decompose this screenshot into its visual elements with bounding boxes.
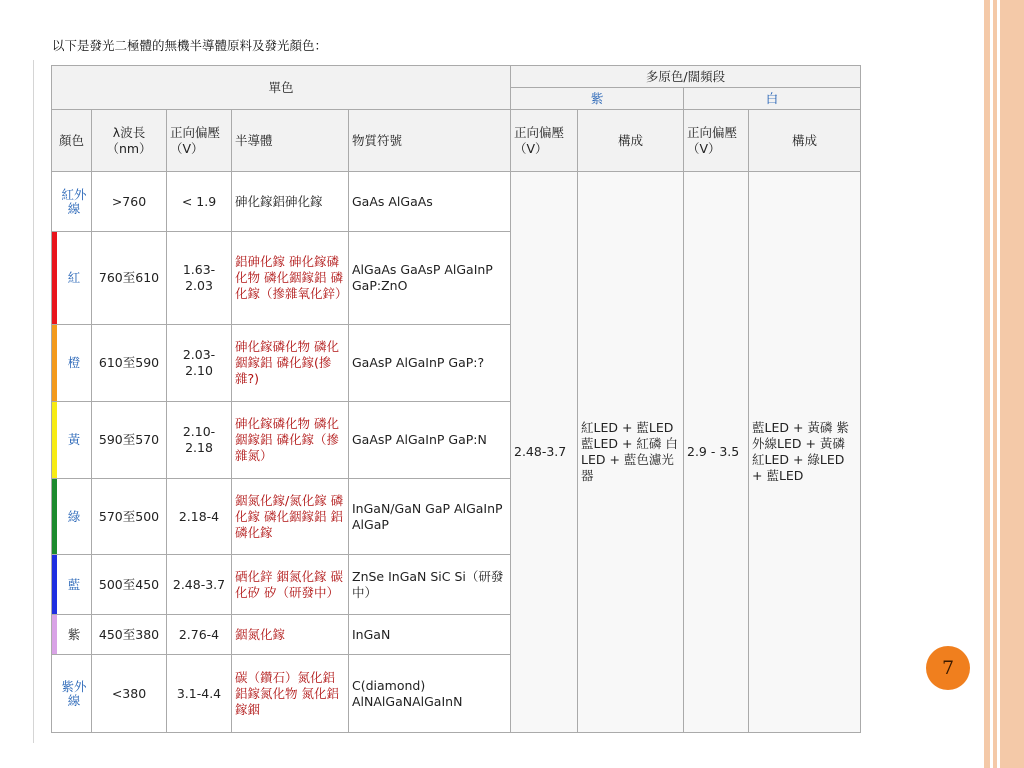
wavelength-cell: 590至570 xyxy=(92,402,167,479)
semiconductor-cell: 硒化鋅 銦氮化鎵 碳化矽 矽（研發中） xyxy=(232,555,349,615)
white-composition: 藍LED + 黃磷 紫外線LED + 黃磷 紅LED + 綠LED + 藍LED xyxy=(749,172,861,733)
color-swatch xyxy=(52,479,57,554)
symbol-cell: InGaN xyxy=(349,615,511,655)
color-cell: 紫外線 xyxy=(52,655,92,733)
color-cell: 紅外線 xyxy=(52,172,92,232)
header-color: 顏色 xyxy=(52,110,92,172)
symbol-cell: ZnSe InGaN SiC Si（研發中） xyxy=(349,555,511,615)
caption: 以下是發光二極體的無機半導體原料及發光顏色： xyxy=(52,38,328,53)
header-semiconductor: 半導體 xyxy=(232,110,349,172)
wavelength-cell: 570至500 xyxy=(92,479,167,555)
color-swatch xyxy=(52,655,57,732)
purple-voltage: 2.48-3.7 xyxy=(511,172,578,733)
color-swatch xyxy=(52,615,57,654)
wavelength-cell: 760至610 xyxy=(92,232,167,325)
symbol-cell: GaAsP AlGaInP GaP:? xyxy=(349,325,511,402)
color-cell: 紅 xyxy=(52,232,92,325)
color-swatch xyxy=(52,232,57,324)
header-composition: 構成 xyxy=(578,110,684,172)
led-material-table xyxy=(51,65,861,733)
header-composition-2: 構成 xyxy=(749,110,861,172)
color-cell: 綠 xyxy=(52,479,92,555)
header-purple: 紫 xyxy=(511,88,684,110)
color-cell: 黃 xyxy=(52,402,92,479)
voltage-cell: 2.48-3.7 xyxy=(167,555,232,615)
color-cell: 紫 xyxy=(52,615,92,655)
header-wavelength: λ波長（nm） xyxy=(92,110,167,172)
decor-stripe xyxy=(984,0,990,768)
voltage-cell: 2.10-2.18 xyxy=(167,402,232,479)
color-cell: 藍 xyxy=(52,555,92,615)
voltage-cell: < 1.9 xyxy=(167,172,232,232)
semiconductor-cell: 銦氮化鎵/氮化鎵 磷化鎵 磷化銦鎵鋁 鋁磷化鎵 xyxy=(232,479,349,555)
table-row xyxy=(52,172,861,232)
semiconductor-cell: 銦氮化鎵 xyxy=(232,615,349,655)
wavelength-cell: 610至590 xyxy=(92,325,167,402)
color-cell: 橙 xyxy=(52,325,92,402)
white-voltage: 2.9 - 3.5 xyxy=(684,172,749,733)
wavelength-cell: <380 xyxy=(92,655,167,733)
symbol-cell: C(diamond) AlNAlGaNAlGaInN xyxy=(349,655,511,733)
voltage-cell: 2.18-4 xyxy=(167,479,232,555)
voltage-cell: 1.63-2.03 xyxy=(167,232,232,325)
header-white: 白 xyxy=(684,88,861,110)
decor-stripe xyxy=(993,0,997,768)
symbol-cell: AlGaAs GaAsP AlGaInP GaP:ZnO xyxy=(349,232,511,325)
wavelength-cell: >760 xyxy=(92,172,167,232)
left-rule xyxy=(33,60,34,743)
symbol-cell: GaAs AlGaAs xyxy=(349,172,511,232)
voltage-cell: 3.1-4.4 xyxy=(167,655,232,733)
color-swatch xyxy=(52,402,57,478)
header-voltage-3: 正向偏壓（V） xyxy=(684,110,749,172)
semiconductor-cell: 碳（鑽石）氮化鋁 鋁鎵氮化物 氮化鋁鎵銦 xyxy=(232,655,349,733)
page-number-badge: 7 xyxy=(926,646,970,690)
symbol-cell: GaAsP AlGaInP GaP:N xyxy=(349,402,511,479)
semiconductor-cell: 砷化鎵磷化物 磷化銦鎵鋁 磷化鎵(摻雜?) xyxy=(232,325,349,402)
header-voltage: 正向偏壓（V） xyxy=(167,110,232,172)
wavelength-cell: 450至380 xyxy=(92,615,167,655)
header-symbol: 物質符號 xyxy=(349,110,511,172)
header-multi: 多原色/闊頻段 xyxy=(511,66,861,88)
semiconductor-cell: 砷化鎵鋁砷化鎵 xyxy=(232,172,349,232)
color-swatch xyxy=(52,172,57,231)
header-voltage-2: 正向偏壓（V） xyxy=(511,110,578,172)
purple-composition: 紅LED + 藍LED 藍LED + 紅磷 白LED + 藍色濾光器 xyxy=(578,172,684,733)
decor-stripe xyxy=(1000,0,1024,768)
semiconductor-cell: 鋁砷化鎵 砷化鎵磷化物 磷化銦鎵鋁 磷化鎵（摻雜氧化鋅） xyxy=(232,232,349,325)
color-swatch xyxy=(52,555,57,614)
color-swatch xyxy=(52,325,57,401)
semiconductor-cell: 砷化鎵磷化物 磷化銦鎵鋁 磷化鎵（摻雜氮） xyxy=(232,402,349,479)
voltage-cell: 2.76-4 xyxy=(167,615,232,655)
voltage-cell: 2.03-2.10 xyxy=(167,325,232,402)
symbol-cell: InGaN/GaN GaP AlGaInP AlGaP xyxy=(349,479,511,555)
wavelength-cell: 500至450 xyxy=(92,555,167,615)
header-mono: 單色 xyxy=(52,66,511,110)
